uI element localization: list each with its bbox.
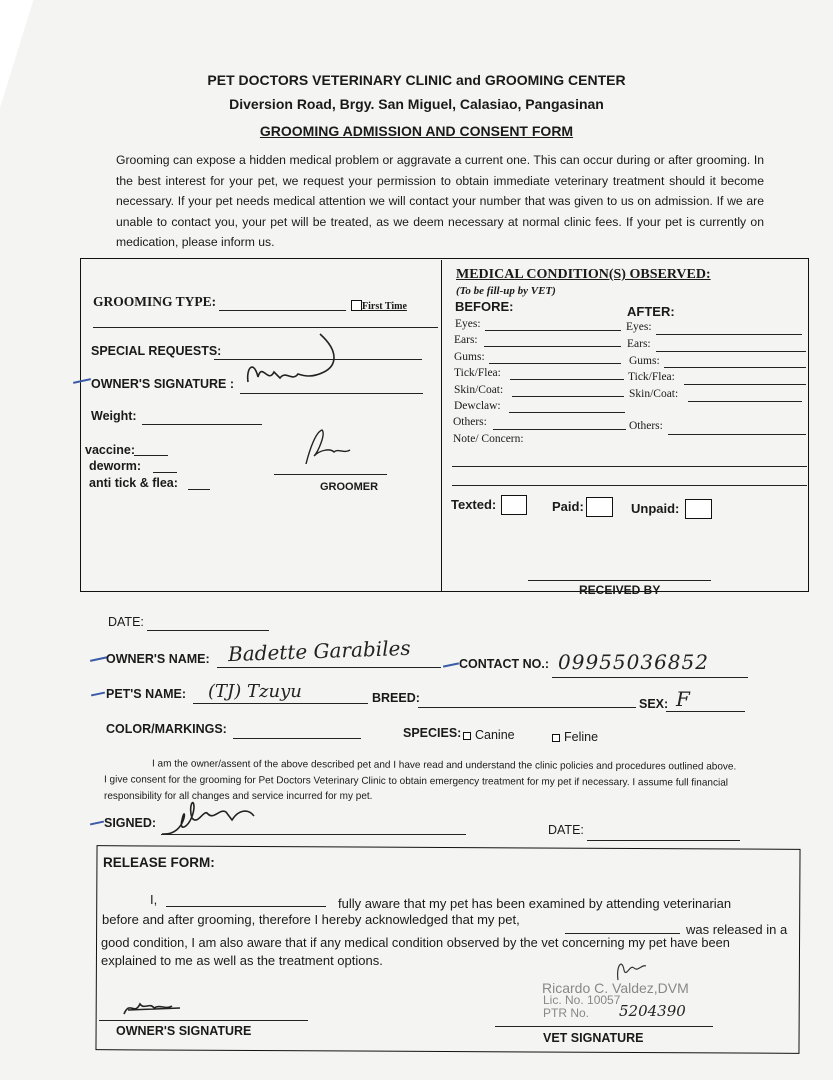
after-heading: AFTER: bbox=[627, 304, 675, 319]
before-dewclaw: Dewclaw: bbox=[454, 400, 501, 412]
before-ears-line bbox=[484, 346, 621, 347]
texted-label: Texted: bbox=[451, 497, 497, 512]
after-tick-line bbox=[684, 384, 806, 385]
before-tick-line bbox=[510, 379, 624, 380]
deworm-line bbox=[153, 472, 177, 473]
after-skin: Skin/Coat: bbox=[629, 388, 679, 400]
unpaid-label: Unpaid: bbox=[631, 501, 680, 516]
release-title: RELEASE FORM: bbox=[103, 855, 215, 870]
owners-signature-line bbox=[240, 393, 423, 394]
vet-ptr-value: 5204390 bbox=[619, 1002, 686, 1020]
contact-line bbox=[552, 677, 748, 678]
before-others: Others: bbox=[453, 416, 487, 428]
release-l4: explained to me as well as the treatment options. bbox=[101, 953, 383, 968]
note-line-2 bbox=[452, 485, 807, 486]
texted-checkbox[interactable] bbox=[501, 495, 527, 515]
special-requests-label: SPECIAL REQUESTS: bbox=[91, 344, 222, 358]
signed-date-label: DATE: bbox=[548, 823, 584, 837]
after-gums-line bbox=[664, 367, 806, 368]
anti-tick-line bbox=[188, 489, 210, 490]
color-markings-line bbox=[233, 738, 361, 739]
owner-name-label: OWNER'S NAME: bbox=[106, 652, 210, 666]
grooming-type-line-2 bbox=[93, 327, 438, 328]
received-by-label: RECEIVED BY bbox=[579, 583, 661, 597]
note-line-1 bbox=[452, 466, 807, 467]
color-markings-label: COLOR/MARKINGS: bbox=[106, 722, 227, 736]
release-name-line bbox=[166, 906, 326, 907]
clinic-name: PET DOCTORS VETERINARY CLINIC and GROOMING CENTER bbox=[207, 72, 626, 88]
grooming-type-label: GROOMING TYPE: bbox=[93, 294, 217, 309]
release-l2b: was released in a bbox=[686, 922, 788, 937]
release-l1b: fully aware that my pet has been examined by attending veterinarian bbox=[338, 896, 732, 911]
after-others: Others: bbox=[629, 420, 663, 432]
first-time-checkbox[interactable] bbox=[351, 300, 362, 311]
medical-subtitle: (To be fill-up by VET) bbox=[456, 285, 556, 297]
vet-signature-scribble bbox=[612, 956, 652, 984]
after-skin-line bbox=[688, 401, 802, 402]
vet-signature-label: VET SIGNATURE bbox=[543, 1031, 644, 1045]
after-tick: Tick/Flea: bbox=[628, 371, 675, 383]
feline-label: Feline bbox=[564, 730, 599, 744]
intro-paragraph: Grooming can expose a hidden medical problem or aggravate a current one. This can occur during or after grooming. In the best interest for your pet, we request your permission to obtain immediate veterinary treatment should it become necessary. If your pet needs medical attention we will contact your number that was given to us on admission. If we are unable to contact you, your pet will be treated, as we deem necessary at normal clinic fees. If your pet is currently on medication, please inform us. bbox=[116, 153, 764, 249]
grooming-type-line bbox=[219, 310, 346, 311]
date-line bbox=[147, 630, 269, 631]
before-others-line bbox=[493, 429, 626, 430]
owner-name-line bbox=[217, 667, 441, 668]
received-by-line bbox=[528, 580, 711, 581]
vet-stamp-ptr: PTR No. bbox=[543, 1006, 590, 1020]
consent-line-3: responsibility for all changes and service incurred for my pet. bbox=[104, 791, 373, 802]
clinic-address: Diversion Road, Brgy. San Miguel, Calasiao, Pangasinan bbox=[229, 96, 604, 112]
anti-tick-label: anti tick & flea: bbox=[89, 476, 178, 490]
after-ears-line bbox=[656, 351, 806, 352]
contact-value: 09955036852 bbox=[558, 650, 709, 674]
before-tick: Tick/Flea: bbox=[454, 367, 501, 379]
release-owner-signature-scribble bbox=[120, 996, 190, 1020]
after-eyes-line bbox=[656, 334, 802, 335]
weight-line bbox=[142, 424, 262, 425]
note-concern: Note/ Concern: bbox=[453, 433, 524, 445]
after-others-line bbox=[668, 434, 806, 435]
before-ears: Ears: bbox=[454, 334, 478, 346]
before-skin: Skin/Coat: bbox=[454, 384, 504, 396]
vet-stamp-name: Ricardo C. Valdez,DVM bbox=[542, 980, 689, 996]
owner-signature-scribble bbox=[240, 332, 350, 392]
paid-label: Paid: bbox=[552, 499, 584, 514]
date-label: DATE: bbox=[108, 615, 144, 629]
breed-label: BREED: bbox=[372, 691, 420, 705]
deworm-label: deworm: bbox=[89, 459, 142, 473]
release-owner-label: OWNER'S SIGNATURE bbox=[116, 1024, 252, 1038]
before-eyes: Eyes: bbox=[455, 318, 481, 330]
vaccine-label: vaccine: bbox=[85, 443, 136, 457]
weight-label: Weight: bbox=[91, 409, 137, 423]
vet-signature-line bbox=[495, 1026, 713, 1027]
paid-checkbox[interactable] bbox=[586, 497, 613, 517]
species-label: SPECIES: bbox=[403, 726, 462, 740]
groomer-label: GROOMER bbox=[320, 481, 379, 493]
signed-label: SIGNED: bbox=[104, 816, 157, 830]
consent-line-1: I am the owner/assent of the above described pet and I have read and understand the clinic policies and procedures outlined above. bbox=[151, 758, 737, 773]
before-gums-line bbox=[489, 363, 621, 364]
before-skin-line bbox=[512, 396, 624, 397]
release-l1a: I, bbox=[150, 892, 158, 907]
release-l3: good condition, I am also aware that if any medical condition observed by the vet concerning my pet have been bbox=[101, 935, 730, 950]
consent-line-2: I give consent for the grooming for Pet Doctors Veterinary Clinic to obtain emergency treatment for my pet if necessary. I assume full financial bbox=[103, 774, 729, 789]
medical-title: MEDICAL CONDITION(S) OBSERVED: bbox=[456, 267, 711, 282]
pet-name-line bbox=[193, 703, 368, 704]
groomer-signature-scribble bbox=[300, 428, 360, 468]
owner-name-value: Badette Garabiles bbox=[227, 635, 411, 667]
owners-signature-label: OWNER'S SIGNATURE : bbox=[91, 377, 235, 391]
canine-label: Canine bbox=[475, 728, 515, 742]
sex-value: F bbox=[676, 687, 690, 711]
signed-date-line bbox=[587, 840, 740, 841]
feline-checkbox[interactable] bbox=[552, 734, 560, 742]
after-ears: Ears: bbox=[627, 338, 651, 350]
unpaid-checkbox[interactable] bbox=[685, 499, 712, 519]
sex-line bbox=[666, 711, 745, 712]
before-gums: Gums: bbox=[454, 351, 485, 363]
pet-name-label: PET'S NAME: bbox=[106, 687, 187, 701]
vet-stamp-lic: Lic. No. 10057 bbox=[543, 993, 621, 1007]
before-heading: BEFORE: bbox=[455, 299, 514, 314]
signed-signature-scribble bbox=[158, 790, 268, 840]
contact-label: CONTACT NO.: bbox=[459, 657, 550, 671]
box-divider bbox=[441, 260, 442, 592]
release-owner-line bbox=[99, 1020, 308, 1021]
after-gums: Gums: bbox=[629, 355, 660, 367]
pet-name-value: (TJ) Tzuyu bbox=[208, 681, 302, 702]
form-title: GROOMING ADMISSION AND CONSENT FORM bbox=[259, 123, 574, 139]
release-pet-line bbox=[565, 933, 680, 934]
canine-checkbox[interactable] bbox=[463, 732, 471, 740]
release-l2a: before and after grooming, therefore I hereby acknowledged that my pet, bbox=[102, 912, 520, 927]
before-dewclaw-line bbox=[509, 412, 625, 413]
breed-line bbox=[418, 707, 636, 708]
sex-label: SEX: bbox=[639, 697, 669, 711]
before-eyes-line bbox=[485, 330, 621, 331]
vaccine-line bbox=[134, 455, 168, 456]
first-time-label: First Time bbox=[362, 301, 407, 312]
after-eyes: Eyes: bbox=[626, 321, 652, 333]
groomer-line bbox=[274, 474, 387, 475]
